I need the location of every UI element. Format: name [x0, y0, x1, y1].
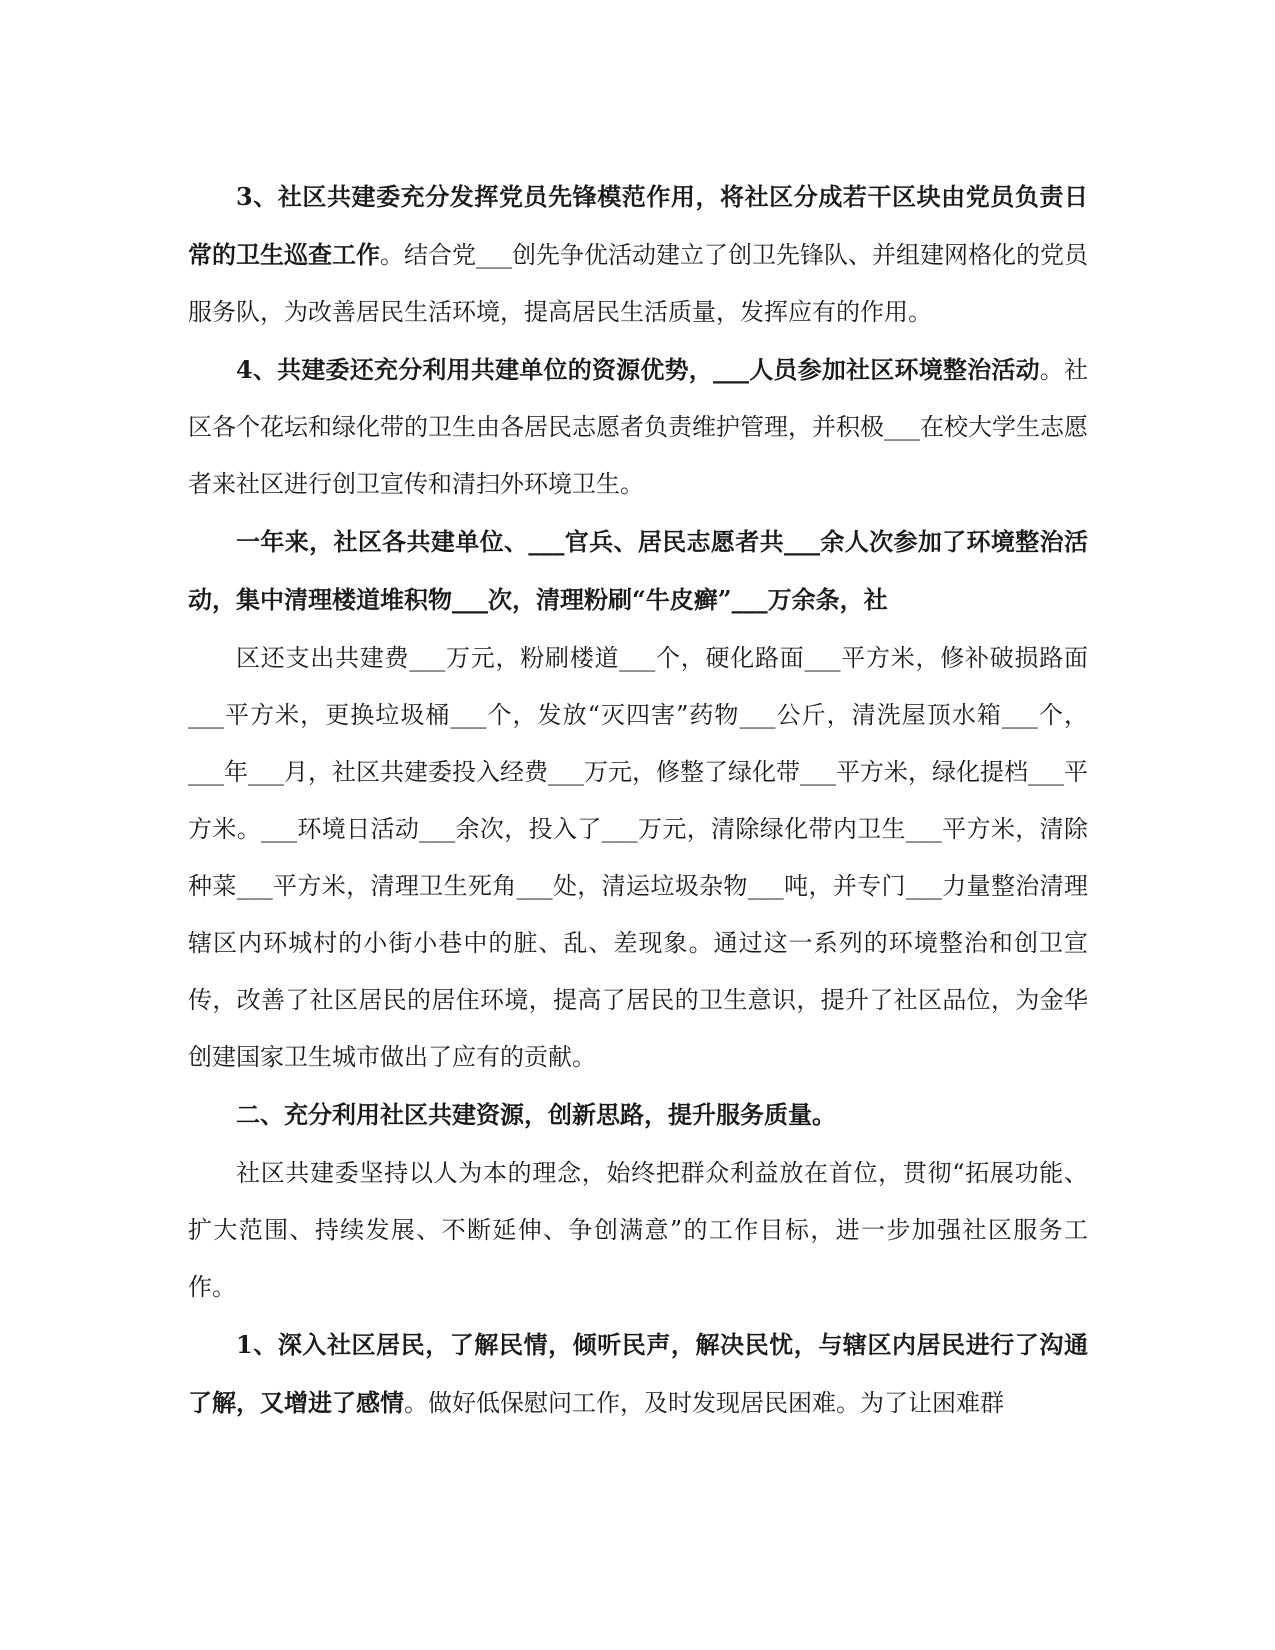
paragraph-1-text: 。结合党___创先争优活动建立了创卫先锋队、并组建网格化的党员服务队，为改善居民生活环境，提高居民生活质量，发挥应有的作用。 [188, 241, 1088, 326]
paragraph-6-text: 社区共建委坚持以人为本的理念，始终把群众利益放在首位，贯彻“拓展功能、扩大范围、持续发展、不断延伸、争创满意”的工作目标，进一步加强社区服务工作。 [188, 1159, 1088, 1301]
paragraph-3 [188, 513, 1088, 629]
paragraph-2 [188, 341, 1088, 513]
paragraph-3-bold: 一年来，社区各共建单位、___官兵、居民志愿者共___余人次参加了环境整治活动，集中清理楼道堆积物___次，清理粉刷“牛皮癣”___万余条，社 [188, 527, 1088, 614]
paragraph-7-text: 。做好低保慰问工作，及时发现居民困难。为了让困难群 [404, 1389, 1004, 1417]
paragraph-7-bold: 1、深入社区居民，了解民情，倾听民声，解决民忧，与辖区内居民进行了沟通了解，又增进了感情 [188, 1330, 1088, 1417]
paragraph-4 [188, 629, 1088, 1086]
paragraph-6 [188, 1144, 1088, 1316]
paragraph-1 [188, 168, 1088, 341]
paragraph-7 [188, 1316, 1088, 1432]
section-heading-2-bold: 二、充分利用社区共建资源，创新思路，提升服务质量。 [236, 1100, 836, 1129]
paragraph-2-bold: 4、共建委还充分利用共建单位的资源优势，___人员参加社区环境整治活动 [236, 355, 1040, 384]
paragraph-1-bold: 3、社区共建委充分发挥党员先锋模范作用，将社区分成若干区块由党员负责日常的卫生巡查工作 [188, 182, 1088, 269]
section-heading-2 [188, 1086, 1088, 1144]
document-body [188, 168, 1088, 1432]
paragraph-2-text: 。社区各个花坛和绿化带的卫生由各居民志愿者负责维护管理，并积极___在校大学生志愿者来社区进行创卫宣传和清扫外环境卫生。 [188, 356, 1088, 498]
paragraph-4-text: 区还支出共建费___万元，粉刷楼道___个，硬化路面___平方米，修补破损路面___平方米，更换垃圾桶___个，发放“灭四害”药物___公斤，清洗屋顶水箱___个，___年___月，社区共建委投入经费___万元，修整了绿化带___平方米，绿化提档___平方米。___环境日活动___余次，投入了___万元，清除绿化带内卫生___平方米，清除种菜___平方米，清理卫生死角___处，清运垃圾杂物___吨，并专门___力量整治清理辖区内环城村的小街小巷中的脏、乱、差现象。通过这一系列的环境整治和创卫宣传，改善了社区居民的居住环境，提高了居民的卫生意识，提升了社区品位，为金华创建国家卫生城市做出了应有的贡献。 [188, 644, 1088, 1071]
